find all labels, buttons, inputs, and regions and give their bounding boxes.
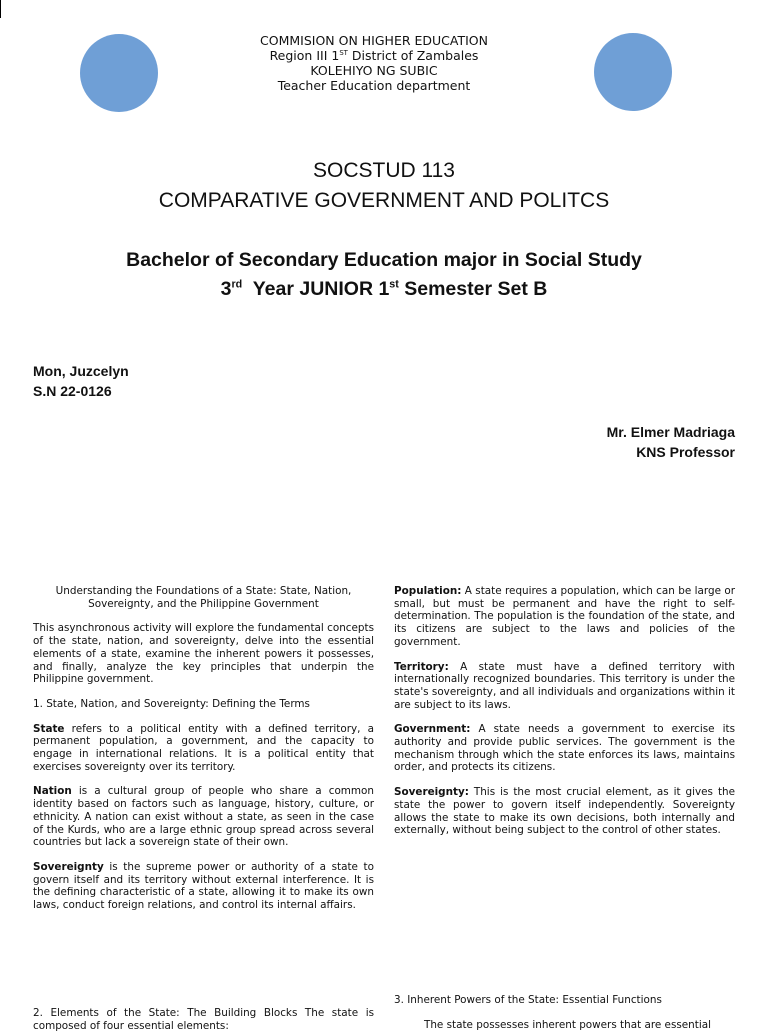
student-name: Mon, Juzcelyn [33,363,129,379]
intro-paragraph: This asynchronous activity will explore the fundamental concepts of the state, nation, and sovereignty, delve into the essential elements of a state, examine the inherent powers it possesses, and finally, analyze the key principles that underpin the Philippine government. [33,622,374,686]
course-code: SOCSTUD 113 [313,159,455,182]
course-title [0,156,768,216]
territory-paragraph: Territory: A state must have a defined territory with internationally recognized boundaries. This territory is under the state's sovereignty, and all individuals and organizations within it are subject to its laws. [394,660,735,711]
government-paragraph: Government: A state needs a government to exercise its authority and provide public services. The government is the mechanism through which the state enforces its laws, maintains order, and protects its citizens. [394,723,735,774]
element-sovereignty-paragraph: Sovereignty: This is the most crucial element, as it gives the state the power to govern itself independently. Sovereignty allows the state to make its own decisions, both internally and externally, without being subject to the control of other states. [394,786,735,837]
student-info [33,361,129,401]
left-column [33,585,374,924]
text-cursor [0,0,1,18]
section-3-text: The state possesses inherent powers that are essential [424,1019,711,1031]
header-department: Teacher Education department [277,78,471,93]
nation-paragraph: Nation is a cultural group of people who share a common identity based on factors such as language, history, culture, or ethnicity. A nation can exist without a state, as seen in the case of the Kurds, who are a large ethnic group spread across several countries but lack a sovereign state of their own. [33,785,374,849]
institution-header [200,33,548,93]
student-number: S.N 22-0126 [33,383,112,399]
logo-circle-left [80,34,158,112]
professor-name: Mr. Elmer Madriaga [606,424,735,440]
population-paragraph: Population: A state requires a population, which can be large or small, but must be permanent and have the right to self-determination. The population is the foundation of the state, and its citizens are subject to the laws and policies of the government. [394,585,735,648]
section-2-heading: 2. Elements of the State: The Building Blocks The state is composed of four essential elements: [33,1007,374,1032]
article-heading: Understanding the Foundations of a State: State, Nation, Sovereignty, and the Philippine Government [55,585,352,610]
header-region: Region III 1ST District of Zambales [269,48,479,63]
professor-info [607,422,735,462]
professor-title: KNS Professor [636,444,735,460]
program-title [0,246,768,304]
header-school: KOLEHIYO NG SUBIC [310,63,438,78]
right-column [394,585,735,849]
year-semester: 3rd Year JUNIOR 1st Semester Set B [220,278,548,300]
sovereignty-paragraph: Sovereignty is the supreme power or authority of a state to govern itself and its territory without external interference. It is the defining characteristic of a state, allowing it to make its own laws, conduct foreign relations, and control its internal affairs. [33,860,374,912]
program-name: Bachelor of Secondary Education major in Social Study [126,249,642,271]
header-commission: COMMISION ON HIGHER EDUCATION [260,33,488,48]
course-name: COMPARATIVE GOVERNMENT AND POLITCS [158,189,610,212]
state-paragraph: State refers to a political entity with a defined territory, a permanent population, a government, and the capacity to engage in international relations. It is a political entity that exercises sovereignty over its territory. [33,722,374,773]
logo-circle-right [594,33,672,111]
section-3-heading: 3. Inherent Powers of the State: Essential Functions [394,994,662,1006]
section-1-heading: 1. State, Nation, and Sovereignty: Defining the Terms [33,697,310,710]
